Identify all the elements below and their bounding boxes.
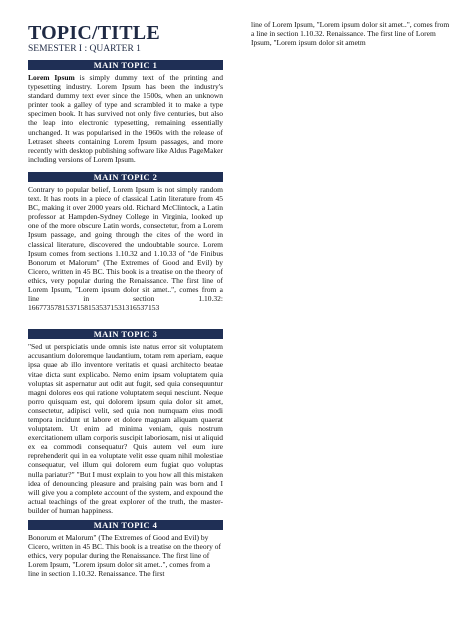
section-body-1 bbox=[28, 73, 223, 164]
continued-text: line of Lorem Ipsum, "Lorem ipsum dolor sit amet..", comes from a line in section 1.10.32. Renaissance. The first line of Lorem Ipsum, "Lorem ipsum dolor sit ametm bbox=[251, 20, 450, 48]
section-heading-3: MAIN TOPIC 3 bbox=[28, 329, 223, 339]
right-column bbox=[251, 20, 450, 47]
section-lead-1: Lorem Ipsum bbox=[28, 73, 75, 82]
page-title: TOPIC/TITLE bbox=[28, 22, 160, 44]
section-heading-4: MAIN TOPIC 4 bbox=[28, 520, 223, 530]
section-body-3: "Sed ut perspiciatis unde omnis iste natus error sit voluptatem accusantium doloremque laudantium, totam rem aperiam, eaque ipsa quae ab illo inventore veritatis et quasi architecto beatae vitae dicta sunt explicabo. Nemo enim ipsam voluptatem quia voluptas sit aspernatur aut odit aut fugit, sed quia consequuntur magni dolores eos qui ratione voluptatem sequi nesciunt. Neque porro quisquam est, qui dolorem ipsum quia dolor sit amet, consectetur, adipisci velit, sed quia non numquam eius modi tempora incidunt ut labore et dolore magnam aliquam quaerat voluptatem. Ut enim ad minima veniam, quis nostrum exercitationem ullam corporis suscipit laboriosam, nisi ut aliquid ex ea commodi consequatur? Quis autem vel eum iure reprehenderit qui in ea voluptate velit esse quam nihil molestiae consequatur, vel illum qui dolorem eum fugiat quo voluptas nulla pariatur?" "But I must explain to you how all this mistaken idea of denouncing pleasure and praising pain was born and I will give you a complete account of the system, and expound the actual teachings of the great explorer of the truth, the master-builder of human happiness. bbox=[28, 342, 223, 515]
section-body-2: Contrary to popular belief, Lorem Ipsum is not simply random text. It has roots in a piece of classical Latin literature from 45 BC, making it over 2000 years old. Richard McClintock, a Latin professor at Hampden-Sydney College in Virginia, looked up one of the more obscure Latin words, consectetur, from a Lorem Ipsum passage, and going through the cites of the word in classical literature, discovered the undoubtable source. Lorem Ipsum comes from sections 1.10.32 and 1.10.33 of "de Finibus Bonorum et Malorum" (The Extremes of Good and Evil) by Cicero, written in 45 BC. This book is a treatise on the theory of ethics, very popular during the Renaissance. The first line of Lorem Ipsum, "Lorem ipsum dolor sit amet..", comes from a line in section 1.10.32: 16677357815371581535371531316537153 bbox=[28, 184, 223, 313]
page-subtitle: SEMESTER I : QUARTER 1 bbox=[28, 44, 141, 54]
section-body-4: Bonorum et Malorum" (The Extremes of Good and Evil) by Cicero, written in 45 BC. This book is a treatise on the theory of ethics, very popular during the Renaissance. The first line of Lorem Ipsum, "Lorem ipsum dolor sit amet..", comes from a line in section 1.10.32. Renaissance. The first bbox=[28, 533, 221, 579]
section-heading-2: MAIN TOPIC 2 bbox=[28, 172, 223, 182]
section-text-1: is simply dummy text of the printing and typesetting industry. Lorem Ipsum has been the industry's standard dummy text ever since the 1500s, when an unknown printer took a galley of type and scrambled it to make a type specimen book. It has survived not only five centuries, but also the leap into electronic typesetting, remaining essentially unchanged. It was popularised in the 1960s with the release of Letraset sheets containing Lorem Ipsum passages, and more recently with desktop publishing software like Aldus PageMaker including versions of Lorem Ipsum. bbox=[28, 73, 223, 164]
left-column bbox=[28, 22, 223, 579]
section-heading-1: MAIN TOPIC 1 bbox=[28, 60, 223, 70]
